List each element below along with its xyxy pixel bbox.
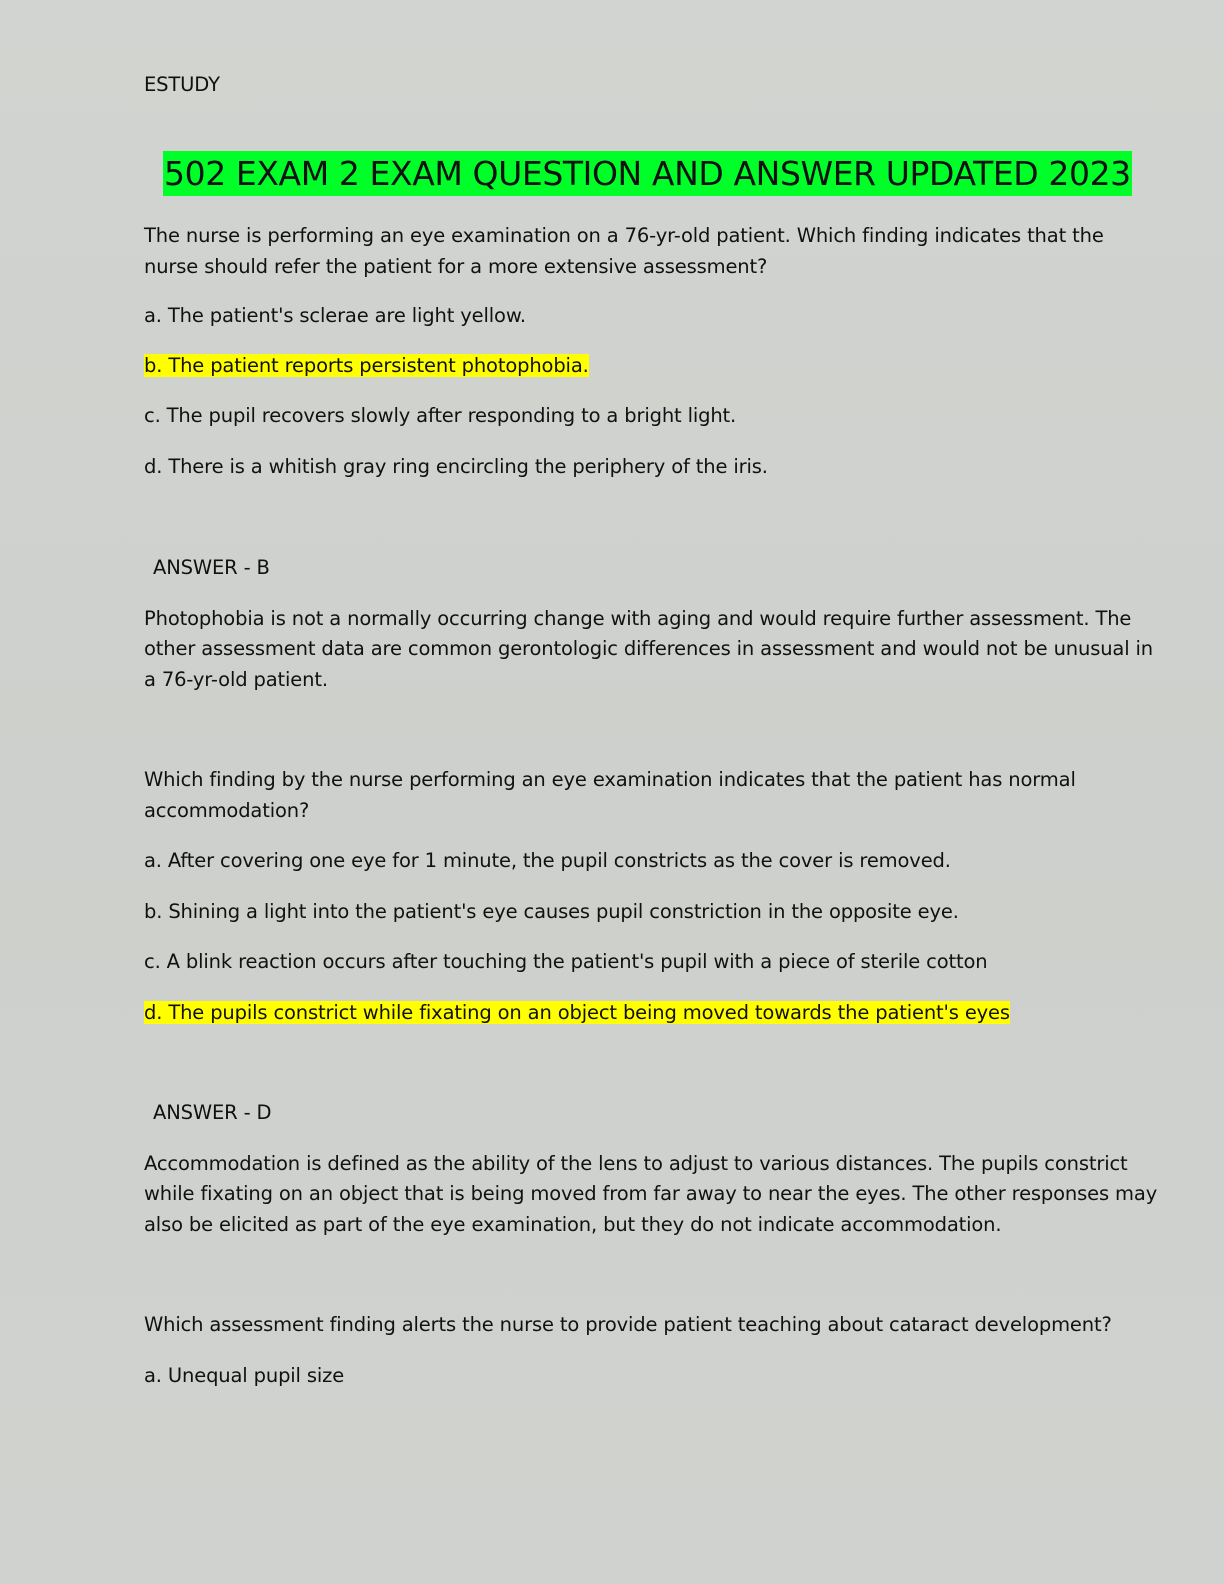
question-2-option-d — [144, 997, 1010, 1028]
question-2-rationale-line: while fixating on an object that is being moved from far away to near the eyes. The other responses may — [144, 1182, 1158, 1205]
question-2-stem-line: accommodation? — [144, 799, 310, 822]
question-1-option-b — [144, 350, 589, 381]
question-2-rationale-line: Accommodation is defined as the ability of the lens to adjust to various distances. The pupils constrict — [144, 1152, 1128, 1175]
question-1-stem-line: nurse should refer the patient for a more extensive assessment? — [144, 255, 768, 278]
question-2-option-a: a. After covering one eye for 1 minute, the pupil constricts as the cover is removed. — [144, 849, 951, 872]
highlighted-correct-answer: b. The patient reports persistent photophobia. — [144, 354, 589, 377]
question-1-rationale-line: other assessment data are common gerontologic differences in assessment and would not be unusual in — [144, 637, 1154, 660]
question-2-answer: ANSWER - D — [153, 1101, 272, 1124]
question-1-answer: ANSWER - B — [153, 556, 270, 579]
question-2-option-c: c. A blink reaction occurs after touching the patient's pupil with a piece of sterile cotton — [144, 950, 988, 973]
question-1-option-c: c. The pupil recovers slowly after responding to a bright light. — [144, 404, 737, 427]
question-1-rationale-line: Photophobia is not a normally occurring change with aging and would require further assessment. The — [144, 607, 1132, 630]
question-2-rationale-line: also be elicited as part of the eye examination, but they do not indicate accommodation. — [144, 1213, 1002, 1236]
question-1-stem-line: The nurse is performing an eye examination on a 76-yr-old patient. Which finding indicates that the — [144, 224, 1104, 247]
question-2-stem-line: Which finding by the nurse performing an eye examination indicates that the patient has normal — [144, 768, 1076, 791]
document-title: 502 EXAM 2 EXAM QUESTION AND ANSWER UPDATED 2023 — [163, 151, 1132, 196]
question-3-stem-line: Which assessment finding alerts the nurse to provide patient teaching about cataract development? — [144, 1313, 1112, 1336]
header-label: ESTUDY — [144, 73, 220, 96]
question-1-rationale-line: a 76-yr-old patient. — [144, 668, 328, 691]
question-2-option-b: b. Shining a light into the patient's eye causes pupil constriction in the opposite eye. — [144, 900, 959, 923]
question-1-option-a: a. The patient's sclerae are light yellow. — [144, 304, 526, 327]
question-1-option-d: d. There is a whitish gray ring encircling the periphery of the iris. — [144, 455, 768, 478]
question-3-option-a: a. Unequal pupil size — [144, 1364, 345, 1387]
highlighted-correct-answer: d. The pupils constrict while fixating on an object being moved towards the patient's eyes — [144, 1001, 1010, 1024]
